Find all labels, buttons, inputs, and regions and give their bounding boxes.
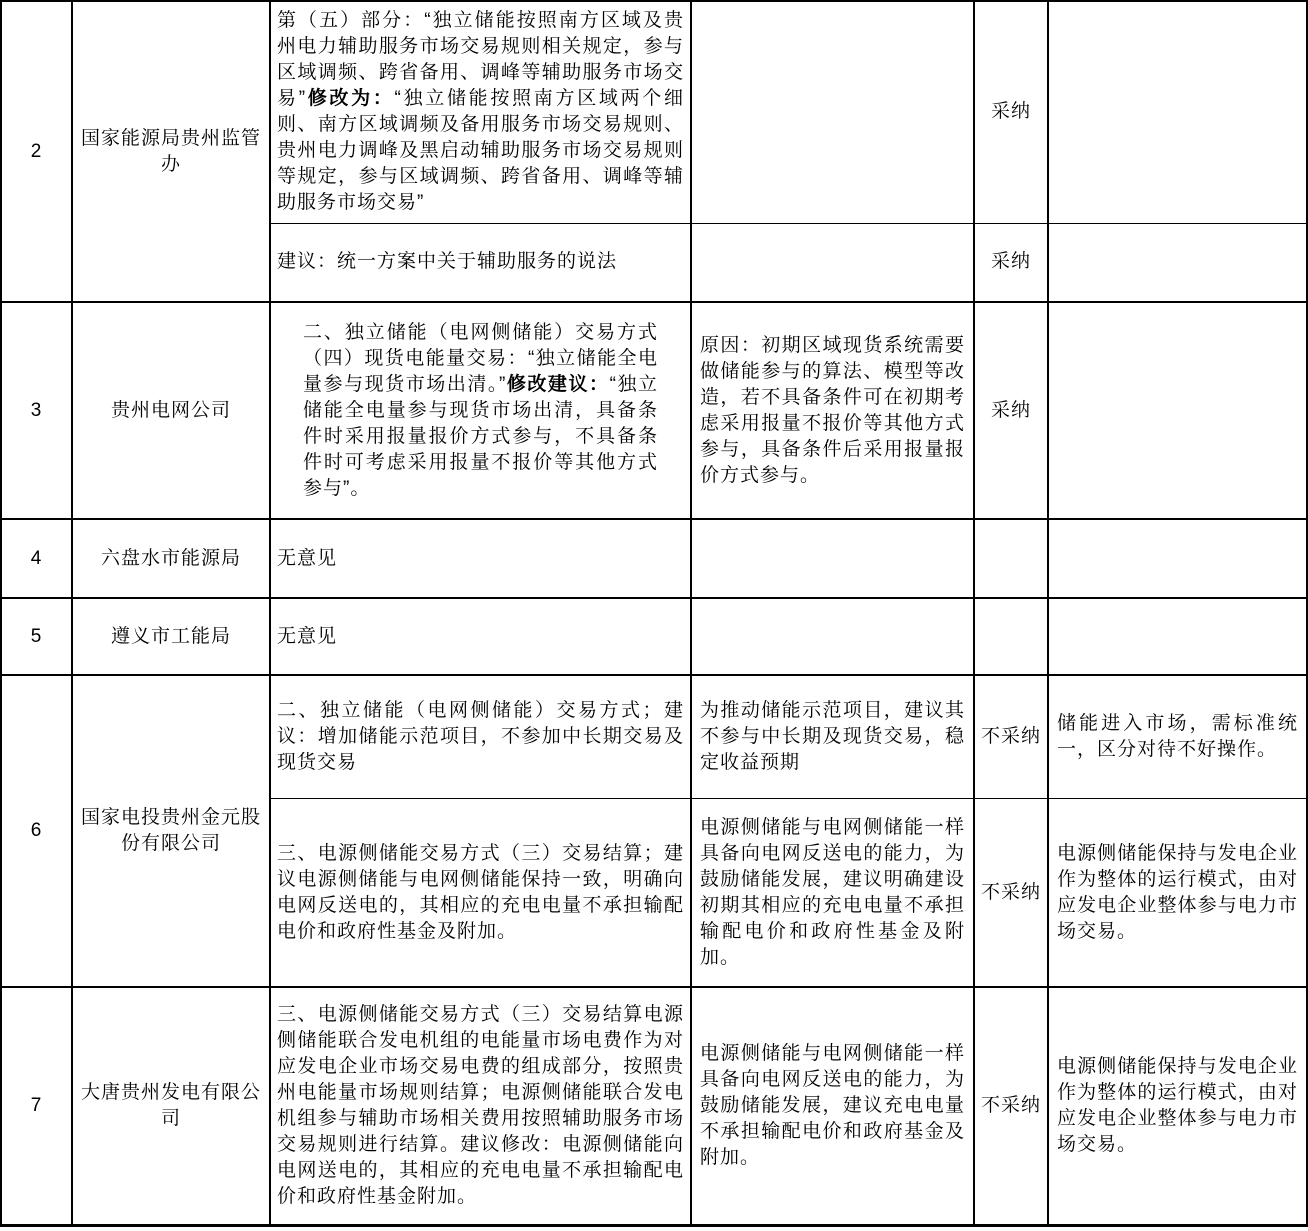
adoption-status-cell: 采纳 [974,302,1048,519]
reason-cell: 为推动储能示范项目，建议其不参与中长期及现货交易，稳定收益预期 [691,675,974,798]
row-number-cell: 6 [1,675,72,987]
note-cell [1048,519,1307,598]
comment-cell [270,223,691,302]
table-row [1,987,1307,1225]
org-name-cell: 国家电投贵州金元股份有限公司 [72,675,270,987]
comment-text: 二、独立储能（电网侧储能）交易方式（四）现货电能量交易：“独立储能全电量参与现货市场出清。” [303,321,658,395]
reason-cell [691,223,974,302]
comment-cell [270,798,691,987]
row-number-cell: 7 [1,987,72,1225]
comment-text: “独立储能按照南方区域两个细则、南方区域调频及备用服务市场交易规则、贵州电力调峰及黑启动辅助服务市场交易规则等规定，参与区域调频、跨省备用、调峰等辅助服务市场交易” [277,88,684,214]
note-cell [1048,1,1307,223]
comment-text: 三、电源侧储能交易方式（三）交易结算电源侧储能联合发电机组的电能量市场电费作为对应发电企业市场交易电费的组成部分，按照贵州电能量市场规则结算；电源侧储能联合发电机组参与辅助市场相关费用按照辅助服务市场交易规则进行结算。建议修改：电源侧储能向电网送电的，其相应的充电电量不承担输配电价和政府性基金附加。 [277,1004,684,1208]
note-cell: 电源侧储能保持与发电企业作为整体的运行模式，由对应发电企业整体参与电力市场交易。 [1048,798,1307,987]
adoption-status-cell [974,598,1048,675]
comment-text: 建议：统一方案中关于辅助服务的说法 [277,251,618,273]
table-row [1,302,1307,519]
note-cell: 电源侧储能保持与发电企业作为整体的运行模式，由对应发电企业整体参与电力市场交易。 [1048,987,1307,1225]
reason-cell: 电源侧储能与电网侧储能一样具备向电网反送电的能力，为鼓励储能发展，建议充电电量不承担输配电价和政府基金及附加。 [691,987,974,1225]
adoption-status-cell: 不采纳 [974,675,1048,798]
org-name-cell: 遵义市工能局 [72,598,270,675]
reason-cell [691,1,974,223]
reason-cell: 原因：初期区域现货系统需要做储能参与的算法、模型等改造，若不具备条件可在初期考虑采用报量不报价等其他方式参与，具备条件后采用报量报价方式参与。 [691,302,974,519]
table-row [1,519,1307,598]
org-name-cell: 贵州电网公司 [72,302,270,519]
org-name-cell: 大唐贵州发电有限公司 [72,987,270,1225]
table-row [1,675,1307,798]
comment-bold-text: 修改建议： [506,373,610,395]
org-name-cell: 六盘水市能源局 [72,519,270,598]
comment-text: 二、独立储能（电网侧储能）交易方式；建议：增加储能示范项目，不参加中长期交易及现货交易 [277,700,684,774]
row-number-cell: 4 [1,519,72,598]
comment-text: 第（五）部分：“独立储能按照南方区域及贵州电力辅助服务市场交易规则相关规定，参与区域调频、跨省备用、调峰等辅助服务市场交易” [277,10,684,110]
comment-cell [270,1,691,223]
adoption-status-cell: 采纳 [974,1,1048,223]
adoption-status-cell: 不采纳 [974,987,1048,1225]
table-row [1,598,1307,675]
comment-cell [270,675,691,798]
comment-cell [270,598,691,675]
comment-text: 无意见 [277,547,338,569]
adoption-status-cell: 采纳 [974,223,1048,302]
comment-text: “独立储能全电量参与现货市场出清，具备条件时采用报量报价方式参与，不具备条件时可考虑采用报量不报价等其他方式参与”。 [303,373,658,499]
comment-text: 无意见 [277,625,338,647]
table-row [1,1,1307,223]
comment-cell [270,302,691,519]
reason-cell: 电源侧储能与电网侧储能一样具备向电网反送电的能力，为鼓励储能发展，建议明确建设初期其相应的充电电量不承担输配电价和政府性基金及附加。 [691,798,974,987]
reason-cell [691,519,974,598]
comment-cell [270,519,691,598]
row-number-cell: 2 [1,1,72,302]
comment-cell [270,987,691,1225]
org-name-cell: 国家能源局贵州监管办 [72,1,270,302]
comment-bold-text: 修改为： [306,88,395,110]
reason-cell [691,598,974,675]
adoption-status-cell [974,519,1048,598]
note-cell [1048,223,1307,302]
row-number-cell: 3 [1,302,72,519]
note-cell [1048,598,1307,675]
note-cell [1048,302,1307,519]
adoption-status-cell: 不采纳 [974,798,1048,987]
note-cell: 储能进入市场，需标准统一，区分对待不好操作。 [1048,675,1307,798]
comment-text: 三、电源侧储能交易方式（三）交易结算；建议电源侧储能与电网侧储能保持一致，明确向电网反送电的，其相应的充电电量不承担输配电价和政府性基金及附加。 [277,842,684,942]
row-number-cell: 5 [1,598,72,675]
